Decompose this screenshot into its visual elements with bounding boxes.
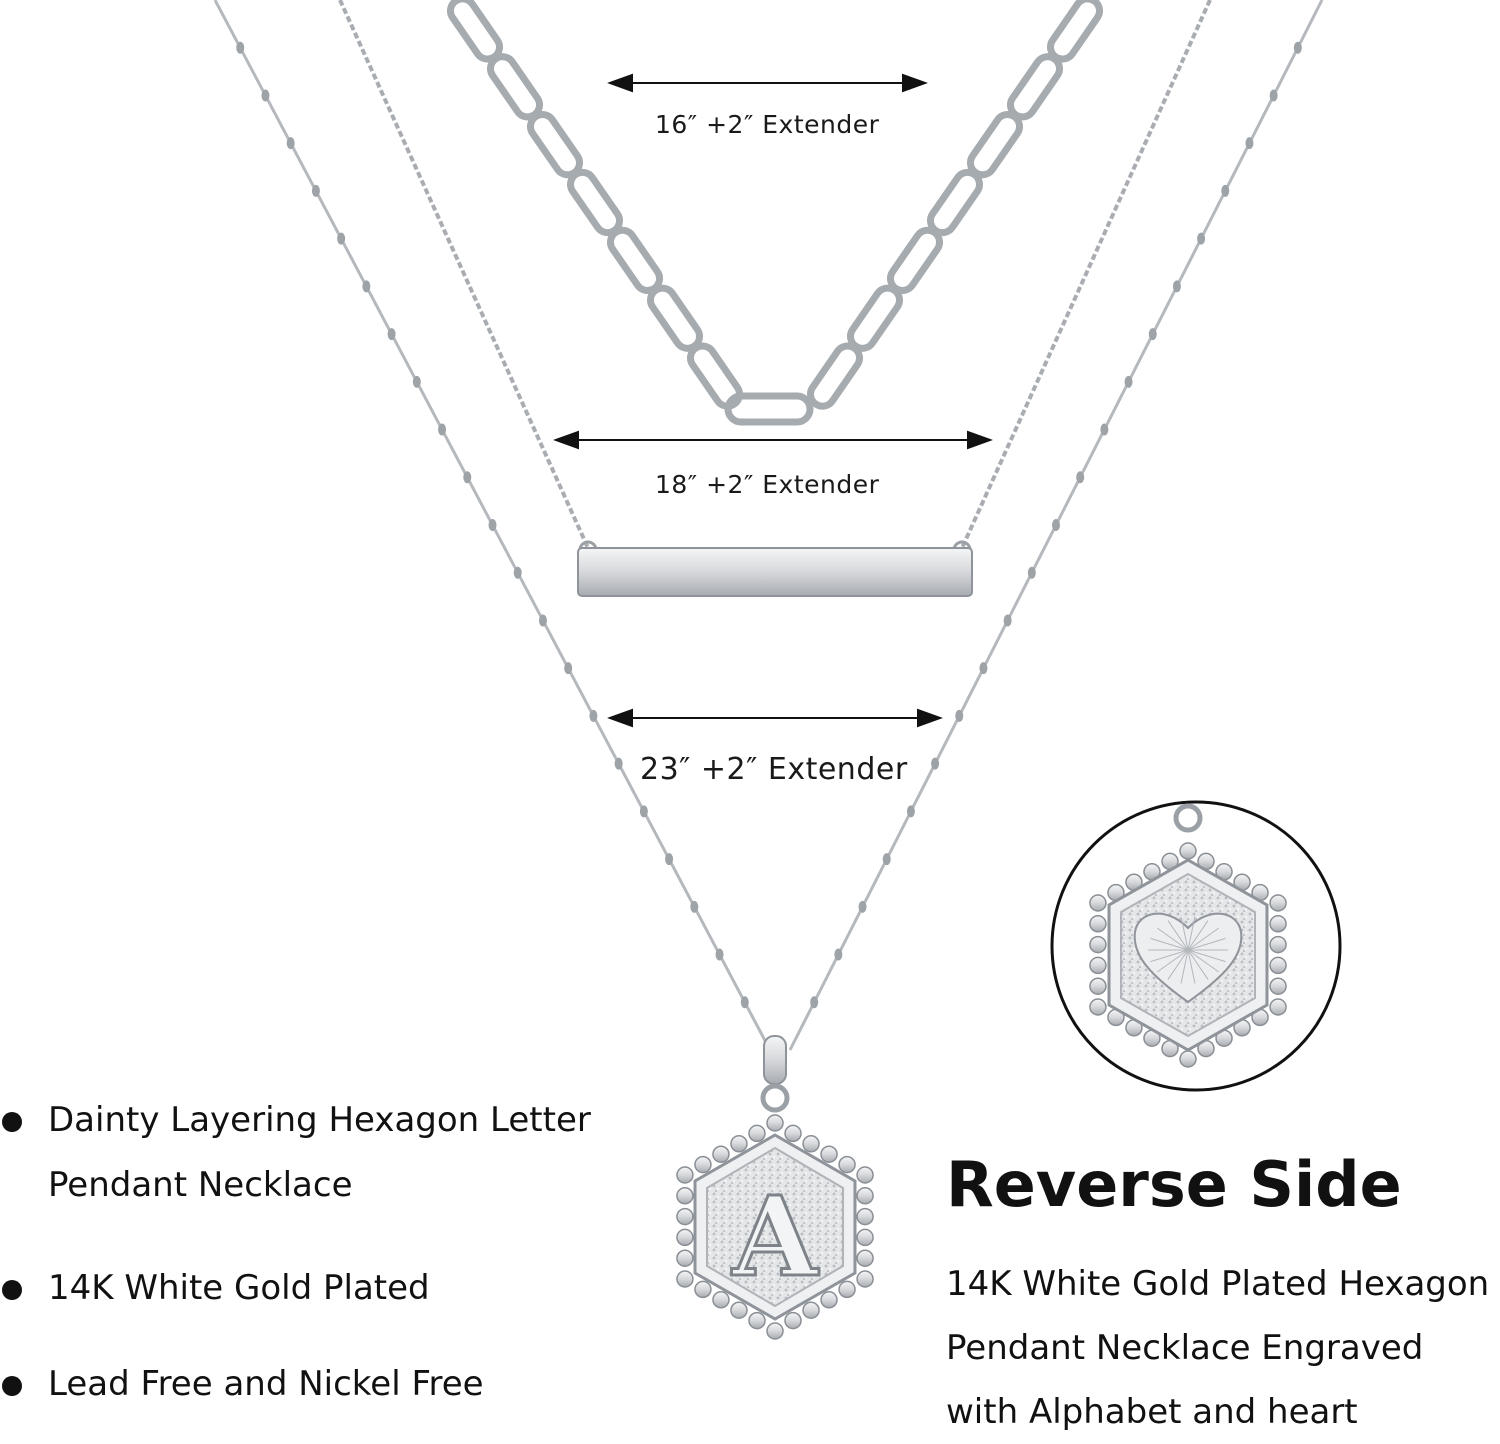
feature-text: 14K White Gold Plated	[48, 1268, 430, 1308]
hexagon-letter-pendant	[677, 1036, 873, 1339]
dimension-label-23: 23″ +2″ Extender	[640, 752, 908, 787]
feature-text: Dainty Layering Hexagon Letter Pendant Necklace	[48, 1100, 591, 1205]
bar-pendant	[578, 542, 972, 596]
bullet-icon	[2, 1376, 22, 1396]
feature-text: Lead Free and Nickel Free	[48, 1364, 484, 1404]
bullet-icon	[2, 1112, 22, 1132]
feature-item	[0, 1088, 620, 1217]
reverse-side-title: Reverse Side	[946, 1148, 1402, 1221]
pendant-letter: A	[732, 1172, 818, 1301]
bullet-icon	[2, 1280, 22, 1300]
reverse-side-description: 14K White Gold Plated Hexagon Pendant Necklace Engraved with Alphabet and heart	[946, 1264, 1490, 1432]
dimension-arrows	[556, 75, 990, 726]
dimension-label-16: 16″ +2″ Extender	[655, 110, 880, 139]
reverse-side-view	[1052, 802, 1340, 1090]
feature-item	[0, 1352, 620, 1417]
feature-item	[0, 1256, 620, 1321]
dimension-label-18: 18″ +2″ Extender	[655, 470, 880, 499]
chain-16-inch	[446, 0, 1104, 422]
